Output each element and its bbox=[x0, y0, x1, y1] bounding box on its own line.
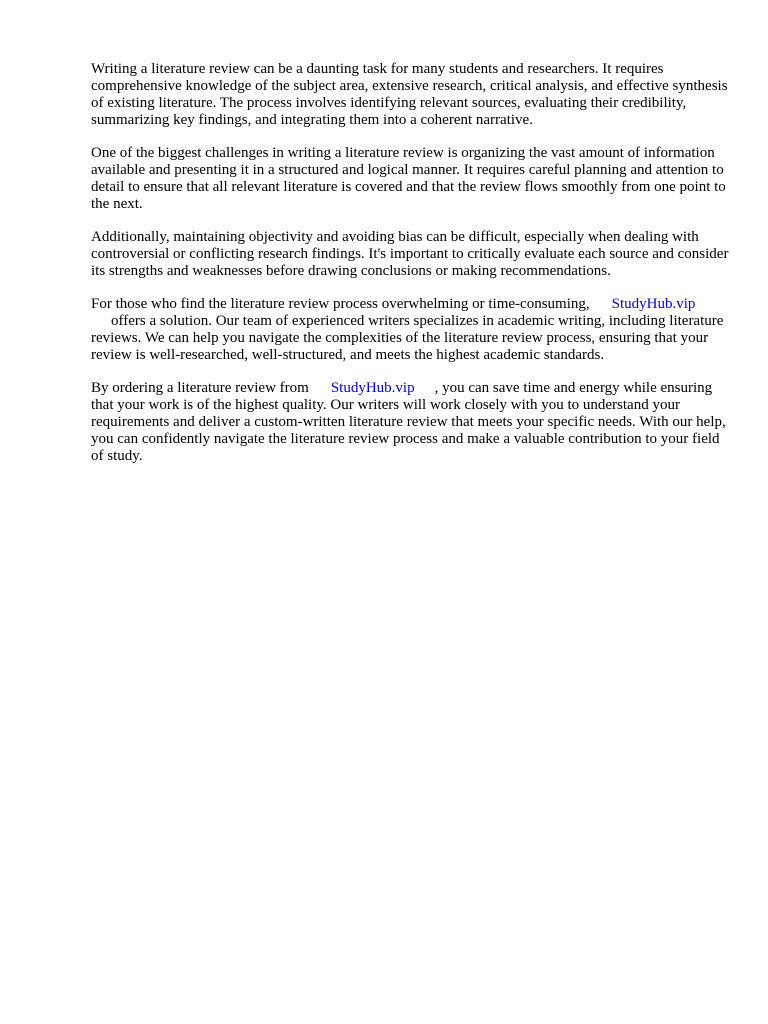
paragraph-solution-text-after: offers a solution. Our team of experienced writers specializes in academic writing, including literature reviews. We can help you navigate the complexities of the literature review process, ensuring that your review is well-researched, well-structured, and meets the highest academic standards. bbox=[91, 313, 724, 363]
paragraph-ordering-text-after: , you can save time and energy while ensuring that your work is of the highest quality. Our writers will work closely with you to understand your requirements and deliver a custom-written literature review that meets your specific needs. With our help, you can confidently navigate the literature review process and make a valuable contribution to your field of study. bbox=[91, 380, 726, 464]
paragraph-ordering-text-before: By ordering a literature review from bbox=[91, 380, 309, 396]
paragraph-objectivity: Additionally, maintaining objectivity and avoiding bias can be difficult, especially when dealing with controversial or conflicting research findings. It's important to critically evaluate each source and consider its strengths and weaknesses before drawing conclusions or making recommendations. bbox=[91, 229, 729, 279]
studyhub-link-2[interactable]: StudyHub.vip bbox=[330, 380, 415, 396]
paragraph-challenges: One of the biggest challenges in writing a literature review is organizing the vast amount of information available and presenting it in a structured and logical manner. It requires careful planning and attention to detail to ensure that all relevant literature is covered and that the review flows smoothly from one point to the next. bbox=[91, 145, 726, 212]
document-body bbox=[91, 61, 731, 481]
paragraph-intro: Writing a literature review can be a daunting task for many students and researchers. It requires comprehensive knowledge of the subject area, extensive research, critical analysis, and effective synthesis of existing literature. The process involves identifying relevant sources, evaluating their credibility, summarizing key findings, and integrating them into a coherent narrative. bbox=[91, 61, 728, 128]
paragraph-solution bbox=[91, 296, 731, 364]
paragraph-ordering bbox=[91, 380, 731, 465]
studyhub-link-1[interactable]: StudyHub.vip bbox=[611, 296, 696, 312]
paragraph-solution-text-before: For those who find the literature review process overwhelming or time-consuming, bbox=[91, 296, 590, 312]
